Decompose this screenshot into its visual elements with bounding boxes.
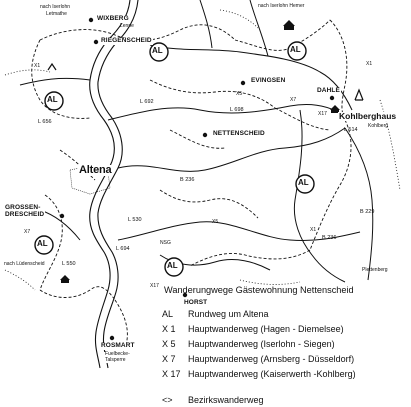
route-x1-b: X1 [366,61,373,67]
road-l692: L 692 [140,99,154,105]
lenne-river [90,0,138,368]
district-paths [5,10,400,290]
river-lenne-label: Lenne [120,23,134,29]
place-altena: Altena [79,164,112,176]
route-x17-b: X17 [150,283,159,289]
legend-desc: Hauptwanderweg (Iserlohn - Siegen) [188,339,335,349]
place-riegenscheid: RIEGENSCHEID [101,37,152,44]
legend-title: Wanderungwege Gästewohnung Nettenscheid [164,285,354,295]
legend-row-x7 [162,354,354,364]
road-l550: L 550 [62,261,76,267]
legend-desc: Hauptwanderweg (Hagen - Diemelsee) [188,324,344,334]
place-iserlohn-hemer: nach Iserlohn Hemer [258,3,305,9]
legend-code: AL [162,309,174,319]
place-letmathe: Letmathe [46,11,67,17]
al-marker-3-label: AL [290,45,301,54]
route-x5-a: X5 [236,91,243,97]
legend-desc: Hauptwanderweg (Arnsberg - Düsseldorf) [188,354,355,364]
al-marker-1-label: AL [47,95,58,104]
road-l694: L 694 [116,246,130,252]
place-kohlberg: Kohlberg [368,123,389,129]
road-b236-b: B 236 [322,235,337,241]
al-marker-6-label: AL [167,261,178,270]
legend-desc: Rundweg um Altena [188,309,269,319]
legend-row-x17 [162,369,356,379]
road-l530: L 530 [128,217,142,223]
place-to-iserlohn: nach Iserlohn [40,4,71,10]
route-x5-b: X5 [212,219,219,225]
legend-row-district [162,395,264,405]
route-x1-a: X1 [34,63,41,69]
road-b229: B 229 [360,209,375,215]
legend-row-al [162,309,269,319]
legend-row-x1 [162,324,344,334]
legend-code: <> [162,395,173,405]
route-nsg: NSG [160,240,171,246]
place-fuelbecke: Fuelbecke- Talsperre [105,351,130,363]
route-x1-c: X1 [310,227,317,233]
place-rosmart: ROSMART [101,342,135,349]
legend-row-x5 [162,339,335,349]
road-l656: L 656 [38,119,52,125]
route-x7-a: X7 [290,97,297,103]
legend-code: X 7 [162,354,176,364]
legend-code: X 17 [162,369,181,379]
place-to-luedenscheid: nach Lüdenscheid [4,261,45,267]
place-dahle: DAHLE [317,87,340,94]
al-marker-5-label: AL [37,239,48,248]
place-nettenscheid: NETTENSCHEID [213,130,265,137]
place-evingsen: EVINGSEN [251,77,286,84]
route-x17-a: X17 [318,111,327,117]
legend-code: X 5 [162,339,176,349]
main-roads [20,0,373,282]
route-x7-b: X7 [24,229,31,235]
road-b236-a: B 236 [180,177,195,183]
road-l514: L 514 [344,127,358,133]
legend-desc: Bezirkswanderweg [188,395,264,405]
place-horst: HORST [184,299,208,306]
legend-code: X 1 [162,324,176,334]
al-marker-4-label: AL [298,178,309,187]
al-marker-2-label: AL [152,46,163,55]
place-plettenberg: Plettenberg [362,267,388,273]
place-grossendrescheid: GROSSEN- DRESCHEID [5,204,45,218]
place-wixberg: WIXBERG [97,15,129,22]
road-l698: L 698 [230,107,244,113]
place-kohlberghaus: Kohlberghaus [339,111,397,121]
legend-desc: Hauptwanderweg (Kaiserwerth -Kohlberg) [188,369,356,379]
